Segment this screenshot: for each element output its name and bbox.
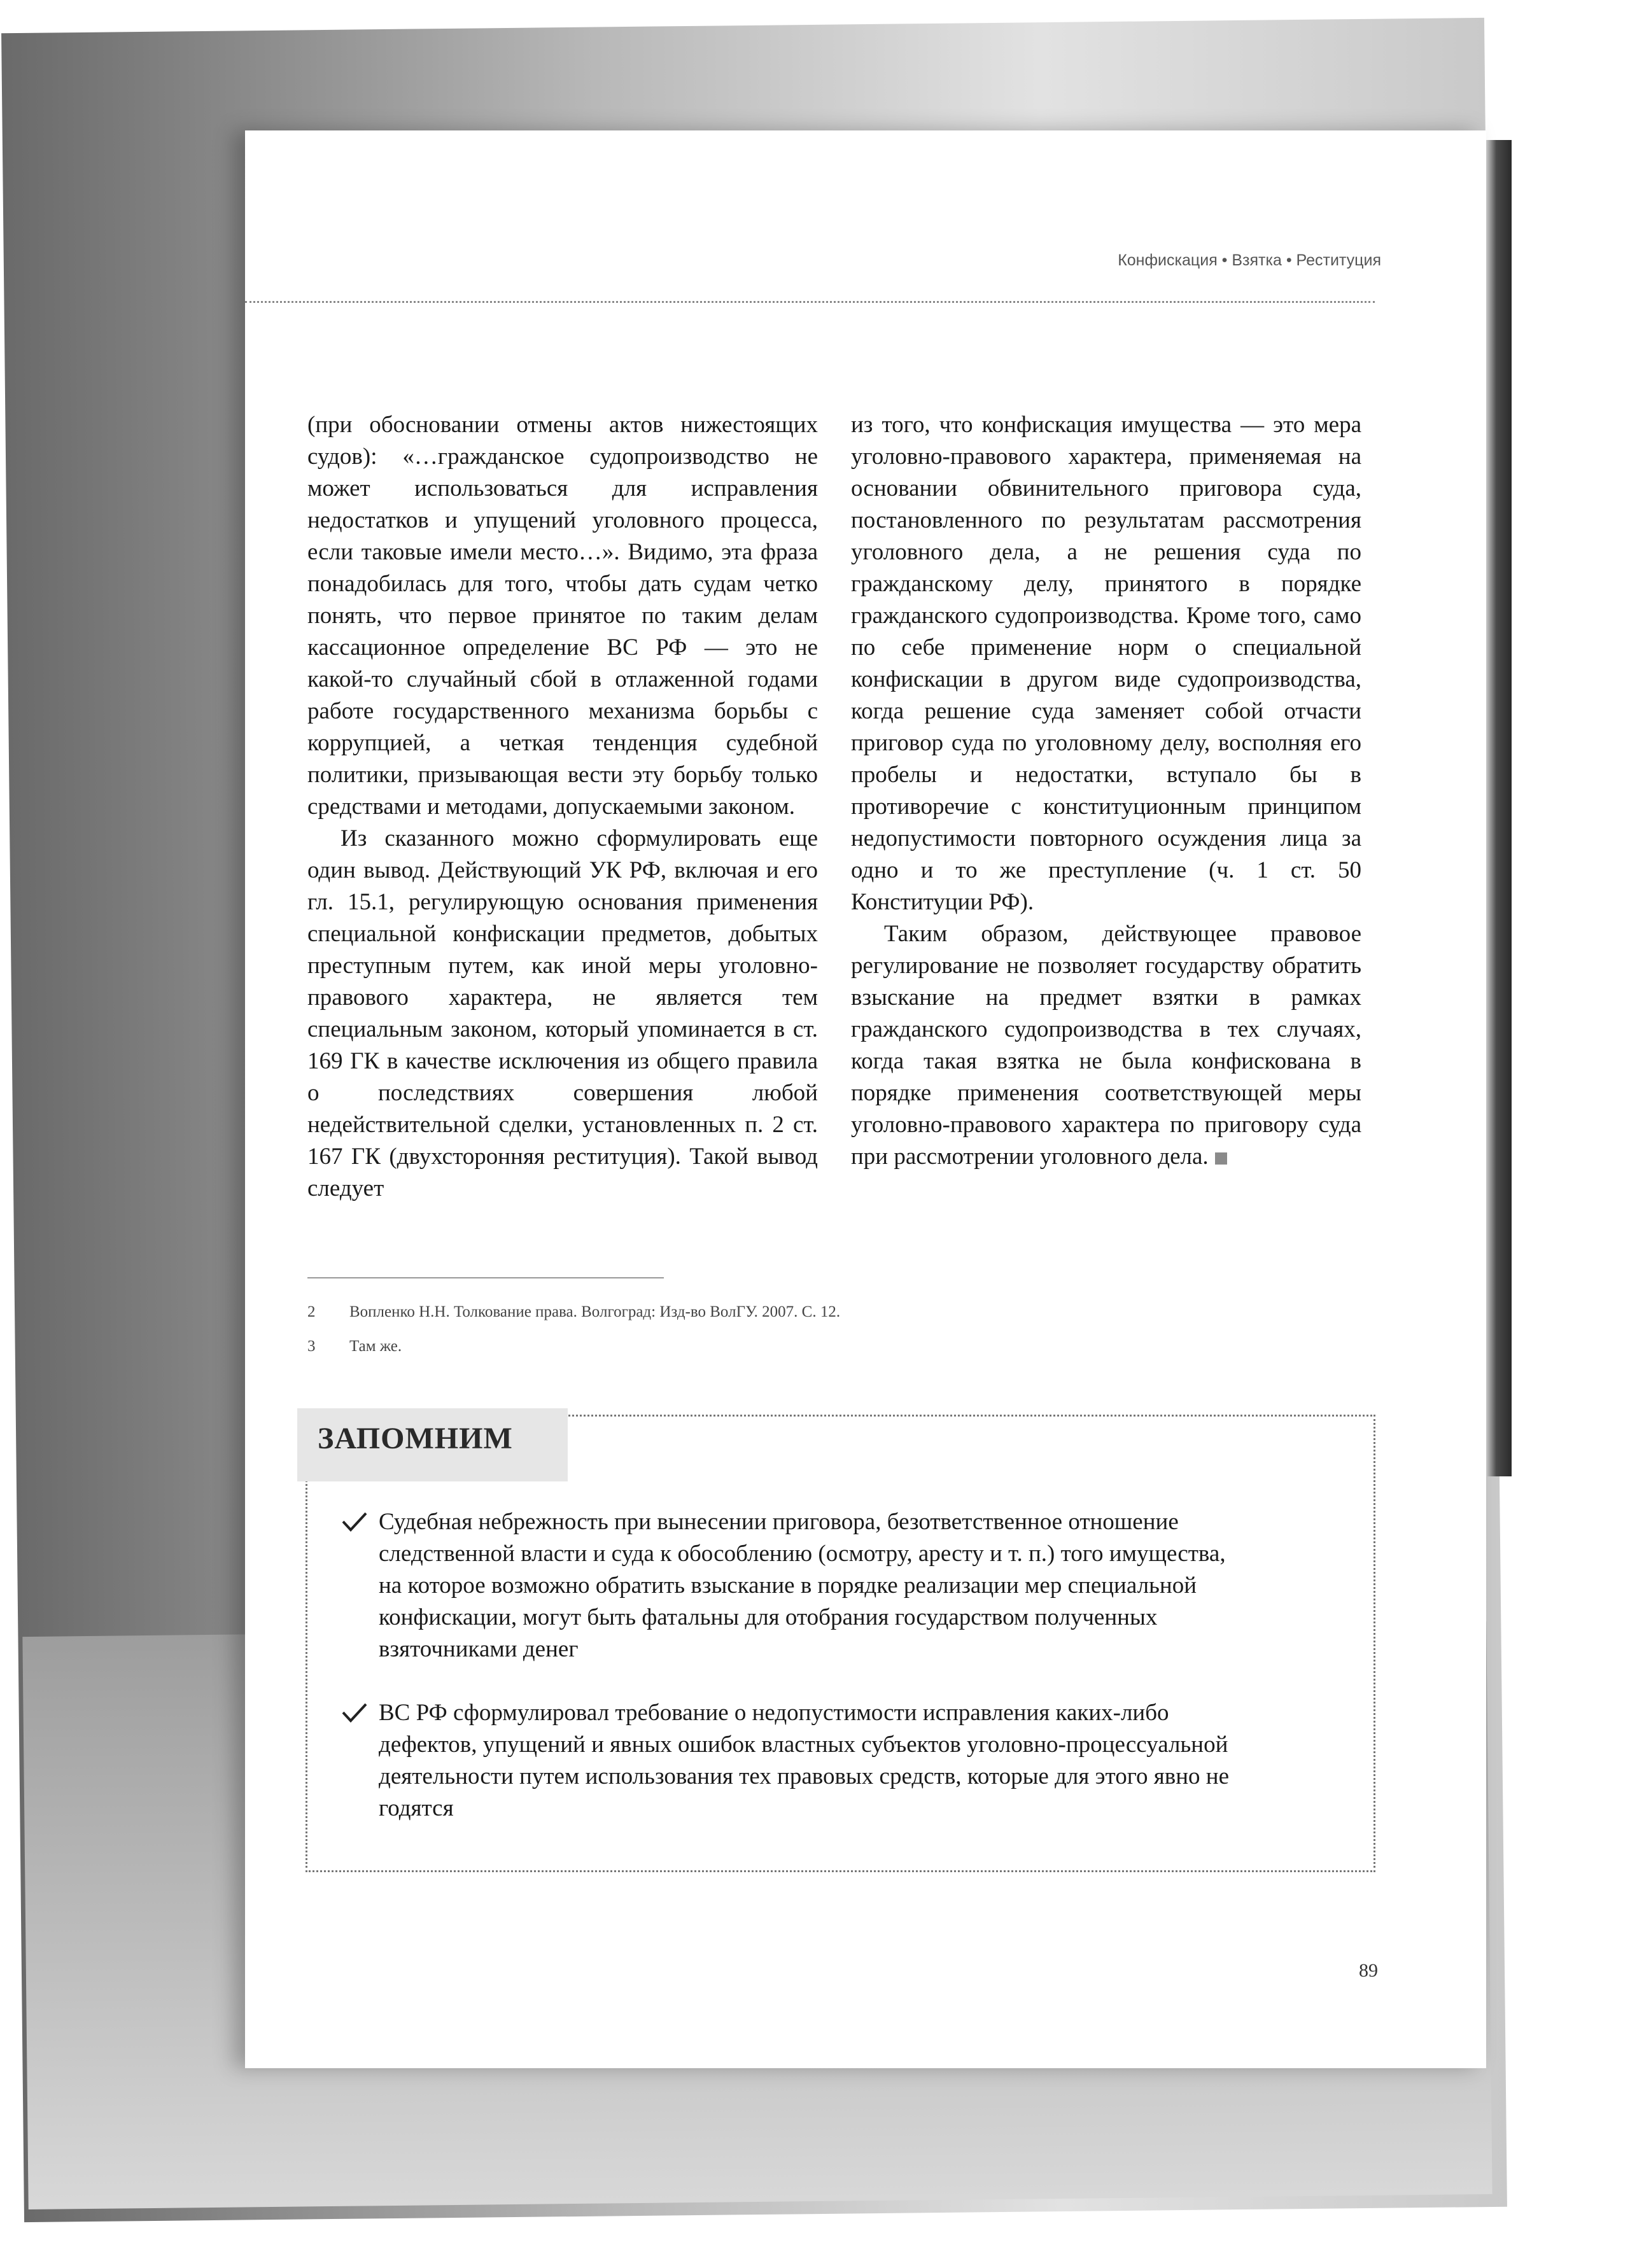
list-item [341, 1697, 1251, 1824]
footnote-number: 3 [307, 1338, 316, 1355]
checkmark-icon [341, 1701, 369, 1725]
footnote-text: Там же. [349, 1338, 402, 1355]
footnote [307, 1295, 1262, 1329]
left-column [307, 409, 818, 1205]
footnote [307, 1329, 1262, 1364]
remember-box-title: ЗАПОМНИМ [318, 1422, 513, 1455]
paragraph: из того, что конфискация имущества — это мера уголовно-правового характера, применяемая на основании обвинительного приговора суда, постановленного по результатам рассмотрения уголовного дела, а не решения суда по гражданскому делу, принятого в порядке гражданского судопроизводства. Кроме того, само по себе применение норм о специальной конфискации в другом виде судопроизводства, когда решение суда заменяет собой отчасти приговор суда по уголовному делу, восполняя его пробелы и недостатки, вступало бы в противоречие с конституционным принципом недопустимости повторного осуждения лица за одно и то же преступление (ч. 1 ст. 50 Конституции РФ). [851, 412, 1361, 915]
page-number: 89 [1359, 1960, 1378, 1981]
end-of-article-square-icon [1215, 1152, 1227, 1165]
footnote-number: 2 [307, 1303, 316, 1320]
footnote-text: Вопленко Н.Н. Толкование права. Волгоград: Изд-во ВолГУ. 2007. С. 12. [349, 1303, 841, 1320]
paragraph: (при обосновании отмены актов нижестоящих судов): «…гражданское судопроизводство не может использоваться для исправления недостатков и упущений уголовного процесса, если таковые имели место…». Видимо, эта фраза понадобилась для того, чтобы дать судам четко понять, что первое принятое по таким делам кассационное определение ВС РФ — это не какой-то случайный сбой в отлаженной годами работе государственного механизма борьбы с коррупцией, а четкая тенденция судебной политики, призывающая вести эту борьбу только средствами и методами, допускаемыми законом. [307, 412, 818, 820]
list-item-text: ВС РФ сформулировал требование о недопустимости исправления каких-либо дефектов, упущений и явных ошибок властных субъектов уголовно-процессуальной деятельности путем использования тех правовых средств, которые для этого явно не годятся [379, 1700, 1229, 1821]
footnote-divider [307, 1277, 664, 1278]
paragraph-last [851, 918, 1361, 1173]
list-item [341, 1506, 1251, 1665]
paragraph-text: Таким образом, действующее правовое регулирование не позволяет государству обратить взыскание на предмет взятки в рамках гражданского судопроизводства в тех случаях, когда такая взятка не была конфискована в порядке применения соответствующей меры уголовно-правового характера по приговору суда при рассмотрении уголовного дела. [851, 921, 1361, 1170]
list-item-text: Судебная небрежность при вынесении приговора, безответственное отношение следственной власти и суда к обособлению (осмотру, аресту и т. п.) того имущества, на которое возможно обратить взыскание в порядке реализации мер специальной конфискации, могут быть фатальны для отобрания государством полученных взяточниками денег [379, 1509, 1226, 1662]
paragraph: Из сказанного можно сформулировать еще один вывод. Действующий УК РФ, включая и его гл. 15.1, регулирующую основания применения специальной конфискации предметов, добытых преступным путем, как иной меры уголовно-правового характера, не является тем специальным законом, который упоминается в ст. 169 ГК в качестве исключения из общего правила о последствиях совершения любой недействительной сделки, установленных п. 2 ст. 167 ГК (двухсторонняя реституция). Такой вывод следует [307, 825, 818, 1201]
checkmark-icon [341, 1510, 369, 1534]
running-head: Конфискация • Взятка • Реституция [1118, 251, 1381, 269]
footnotes [307, 1295, 1262, 1364]
book-edge [1486, 140, 1512, 1476]
header-divider [245, 301, 1375, 303]
right-column [851, 409, 1361, 1173]
remember-box-title-band [297, 1408, 568, 1481]
book-page [245, 130, 1486, 2068]
remember-list [341, 1506, 1251, 1856]
